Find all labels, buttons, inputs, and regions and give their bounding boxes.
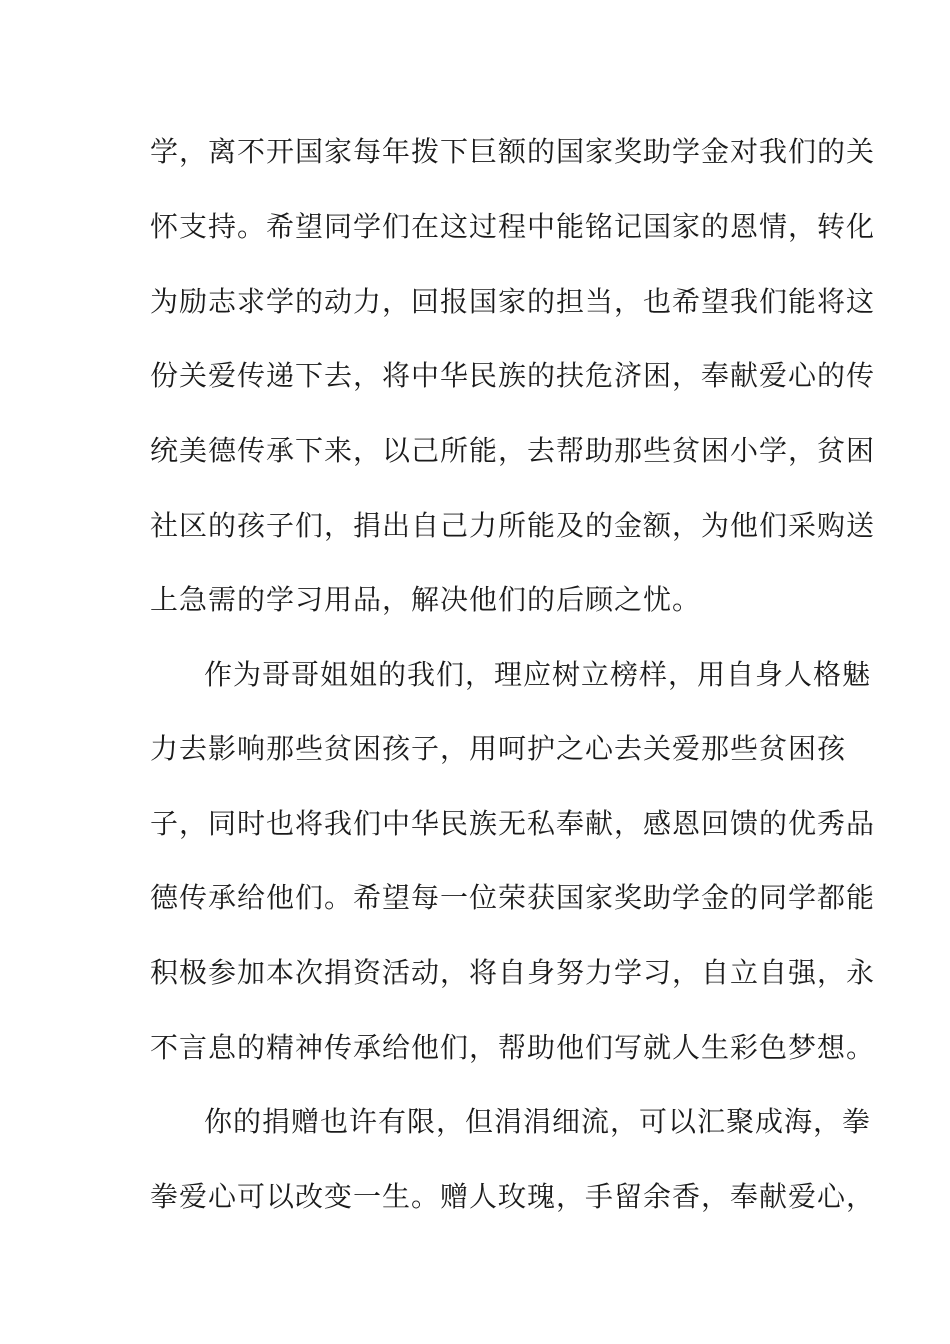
paragraph-line: 怀支持。希望同学们在这过程中能铭记国家的恩情，转化 bbox=[150, 210, 876, 243]
paragraph-line: 统美德传承下来，以己所能，去帮助那些贫困小学，贫困 bbox=[150, 434, 876, 467]
paragraph-line: 积极参加本次捐资活动，将自身努力学习，自立自强，永 bbox=[150, 956, 876, 989]
paragraph-line: 子，同时也将我们中华民族无私奉献，感恩回馈的优秀品 bbox=[150, 807, 876, 840]
paragraph-line: 你的捐赠也许有限，但涓涓细流，可以汇聚成海，拳 bbox=[204, 1105, 872, 1138]
paragraph-line: 上急需的学习用品，解决他们的后顾之忧。 bbox=[150, 583, 702, 616]
paragraph-line: 作为哥哥姐姐的我们，理应树立榜样，用自身人格魅 bbox=[204, 658, 872, 691]
paragraph-line: 份关爱传递下去，将中华民族的扶危济困，奉献爱心的传 bbox=[150, 359, 876, 392]
paragraph-line: 学，离不开国家每年拨下巨额的国家奖助学金对我们的关 bbox=[150, 135, 876, 168]
paragraph-line: 力去影响那些贫困孩子，用呵护之心去关爱那些贫困孩 bbox=[150, 732, 847, 765]
paragraph-line: 拳爱心可以改变一生。赠人玫瑰，手留余香，奉献爱心， bbox=[150, 1180, 876, 1213]
paragraph-line: 社区的孩子们，捐出自己力所能及的金额，为他们采购送 bbox=[150, 509, 876, 542]
paragraph-line: 为励志求学的动力，回报国家的担当，也希望我们能将这 bbox=[150, 285, 876, 318]
paragraph-line: 德传承给他们。希望每一位荣获国家奖助学金的同学都能 bbox=[150, 881, 876, 914]
paragraph-line: 不言息的精神传承给他们，帮助他们写就人生彩色梦想。 bbox=[150, 1031, 876, 1064]
